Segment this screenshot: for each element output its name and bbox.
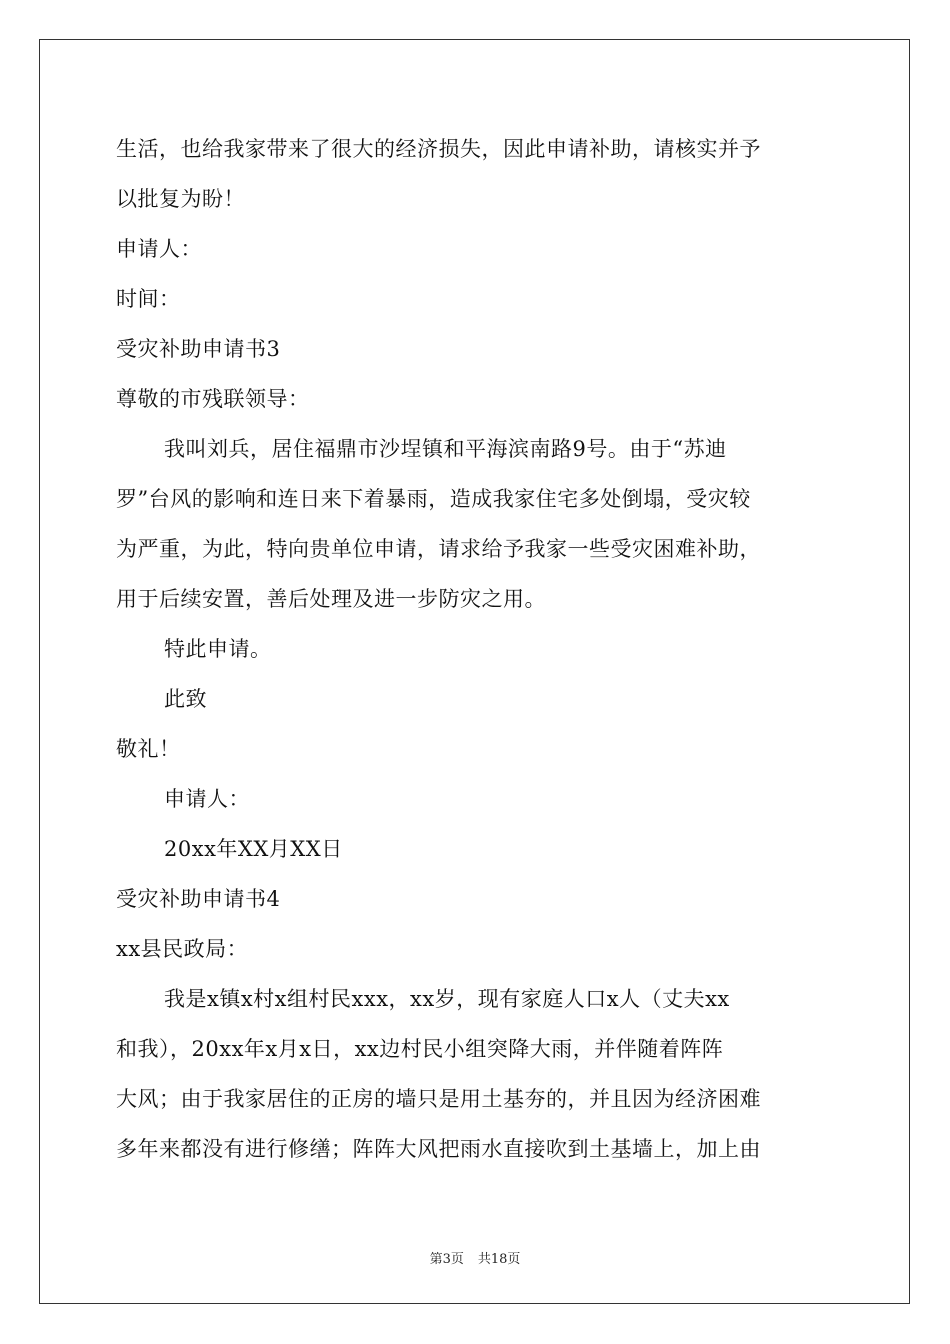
text-line: 和我），20xx年x月x日，xx边村民小组突降大雨，并伴随着阵阵	[116, 1037, 724, 1061]
page-number: 第3页	[429, 1252, 464, 1267]
text-line: 大风；由于我家居住的正房的墙只是用土基夯的，并且因为经济困难	[116, 1087, 761, 1111]
closing-line: 特此申请。	[164, 637, 272, 661]
closing-line: 此致	[164, 687, 207, 711]
section-title: 受灾补助申请书4	[116, 887, 281, 911]
salutation: 尊敬的市残联领导：	[116, 387, 310, 411]
date-label: 时间：	[116, 287, 181, 311]
page-total: 共18页	[477, 1252, 521, 1267]
closing-line: 敬礼！	[116, 737, 181, 761]
section-title: 受灾补助申请书3	[116, 337, 281, 361]
salutation: xx县民政局：	[116, 937, 249, 961]
text-line: 用于后续安置，善后处理及进一步防灾之用。	[116, 587, 546, 611]
text-line: 我是x镇x村x组村民xxx，xx岁，现有家庭人口x人（丈夫xx	[164, 987, 730, 1011]
date-line: 20xx年XX月XX日	[164, 837, 343, 861]
page-footer	[0, 1248, 950, 1267]
text-line: 我叫刘兵，居住福鼎市沙埕镇和平海滨南路9号。由于“苏迪	[164, 437, 727, 461]
document-body	[116, 124, 836, 1174]
text-line: 生活，也给我家带来了很大的经济损失，因此申请补助，请核实并予	[116, 137, 761, 161]
applicant-label: 申请人：	[164, 787, 250, 811]
text-line: 以批复为盼！	[116, 187, 245, 211]
text-line: 罗”台风的影响和连日来下着暴雨，造成我家住宅多处倒塌，受灾较	[116, 487, 751, 511]
text-line: 为严重，为此，特向贵单位申请，请求给予我家一些受灾困难补助，	[116, 537, 761, 561]
applicant-label: 申请人：	[116, 237, 202, 261]
text-line: 多年来都没有进行修缮；阵阵大风把雨水直接吹到土基墙上，加上由	[116, 1137, 761, 1161]
